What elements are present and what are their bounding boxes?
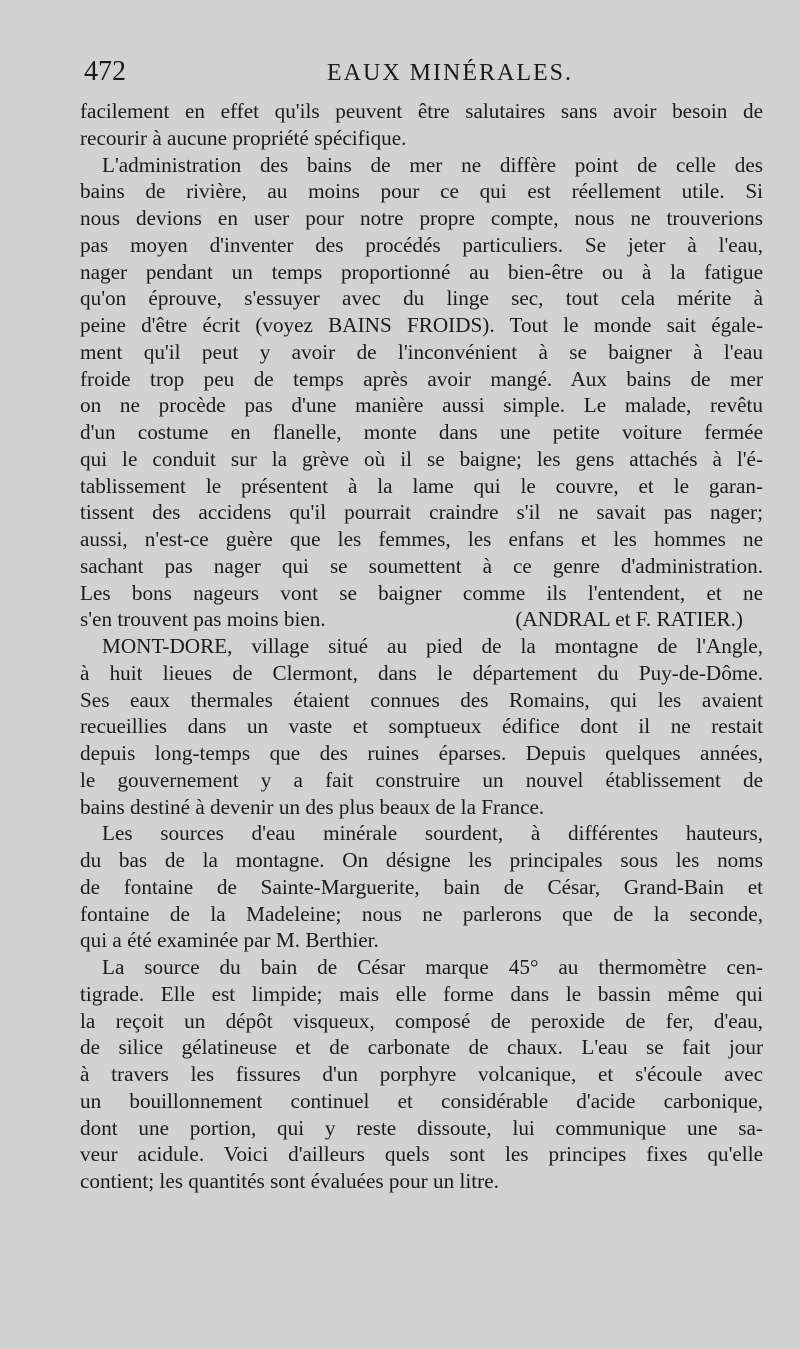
text-line-content: Ses eaux thermales étaient connues des Romains, qui les avaient xyxy=(80,687,763,712)
text-line xyxy=(80,660,763,687)
text-line xyxy=(80,820,763,847)
text-line xyxy=(80,366,763,393)
text-line-content: qui le conduit sur la grève où il se baigne; les gens attachés à l'é- xyxy=(80,446,763,471)
page-header xyxy=(80,56,770,96)
text-line xyxy=(80,767,763,794)
text-line xyxy=(80,232,763,259)
text-line xyxy=(80,1115,763,1142)
text-line-content: on ne procède pas d'une manière aussi simple. Le malade, revêtu xyxy=(80,393,763,418)
text-line xyxy=(80,1088,763,1115)
text-line-content: nager pendant un temps proportionné au bien-être ou à la fatigue xyxy=(80,259,763,284)
text-line xyxy=(80,927,763,954)
text-line-content: bains de rivière, au moins pour ce qui est réellement utile. Si xyxy=(80,179,763,204)
text-line xyxy=(80,205,763,232)
text-line-content: fontaine de la Madeleine; nous ne parlerons que de la seconde, xyxy=(80,901,763,926)
text-line-content: depuis long-temps que des ruines éparses. Depuis quelques années, xyxy=(80,741,763,765)
text-line-content: L'administration des bains de mer ne diffère point de celle des xyxy=(102,152,763,177)
text-line xyxy=(80,687,763,714)
text-line-content: nous devions en user pour notre propre compte, nous ne trouverions xyxy=(80,206,763,230)
text-line xyxy=(80,794,763,821)
text-line-content: qu'on éprouve, s'essuyer avec du linge sec, tout cela mérite à xyxy=(80,286,763,311)
author-signature: (ANDRAL et F. RATIER.) xyxy=(515,607,743,632)
text-line-content: s'en trouvent pas moins bien. xyxy=(80,607,326,632)
text-line xyxy=(80,392,763,419)
text-line xyxy=(80,740,763,767)
text-line xyxy=(80,606,763,633)
body-text xyxy=(80,98,763,1195)
text-line-content: à travers les fissures d'un porphyre volcanique, et s'écoule avec xyxy=(80,1062,763,1086)
text-line-content: d'un costume en flanelle, monte dans une petite voiture fermée xyxy=(80,420,763,444)
text-line-content: sachant pas nager qui se soumettent à ce genre d'administration. xyxy=(80,553,763,578)
text-line-content: pas moyen d'inventer des procédés particuliers. Se jeter à l'eau, xyxy=(80,232,763,257)
text-line-content: La source du bain de César marque 45° au thermomètre cen- xyxy=(102,955,763,979)
text-line-content: le gouvernement y a fait construire un nouvel établissement de xyxy=(80,767,763,792)
running-head: EAUX MINÉRALES. xyxy=(327,60,573,86)
text-line xyxy=(80,1168,763,1195)
text-line-content: de fontaine de Sainte-Marguerite, bain de César, Grand-Bain et xyxy=(80,874,763,899)
text-line xyxy=(80,125,763,152)
text-line xyxy=(80,981,763,1008)
text-line xyxy=(80,901,763,928)
text-line xyxy=(80,178,763,205)
text-line-content: recourir à aucune propriété spécifique. xyxy=(80,125,407,150)
text-line xyxy=(80,312,763,339)
text-line-content: veur acidule. Voici d'ailleurs quels sont les principes fixes qu'elle xyxy=(80,1142,763,1167)
text-line-content: recueillies dans un vaste et somptueux édifice dont il ne restait xyxy=(80,714,763,739)
text-line-content: qui a été examinée par M. Berthier. xyxy=(80,928,379,953)
page-number: 472 xyxy=(84,56,126,87)
text-line-content: ment qu'il peut y avoir de l'inconvénient à se baigner à l'eau xyxy=(80,339,763,364)
text-line-content: Les bons nageurs vont se baigner comme ils l'entendent, et ne xyxy=(80,580,763,605)
text-line xyxy=(80,446,763,473)
text-line-content: peine d'être écrit (voyez BAINS FROIDS). Tout le monde sait égale- xyxy=(80,313,763,337)
text-line-content: MONT-DORE, village situé au pied de la montagne de l'Angle, xyxy=(102,634,763,658)
text-line xyxy=(80,1034,763,1061)
text-line-content: du bas de la montagne. On désigne les principales sous les noms xyxy=(80,848,763,872)
text-line xyxy=(80,499,763,526)
text-line xyxy=(80,259,763,286)
text-line-content: tissent des accidens qu'il pourrait craindre s'il ne savait pas nager; xyxy=(80,500,763,525)
text-line-content: facilement en effet qu'ils peuvent être salutaires sans avoir besoin de xyxy=(80,99,763,123)
text-line xyxy=(80,285,763,312)
text-line xyxy=(80,954,763,981)
text-line xyxy=(80,419,763,446)
text-line-content: Les sources d'eau minérale sourdent, à différentes hauteurs, xyxy=(102,821,763,846)
text-line-content: de silice gélatineuse et de carbonate de chaux. L'eau se fait jour xyxy=(80,1035,763,1060)
text-line xyxy=(80,152,763,179)
text-line xyxy=(80,847,763,874)
text-line xyxy=(80,874,763,901)
text-line-content: un bouillonnement continuel et considérable d'acide carbonique, xyxy=(80,1088,763,1113)
text-line-content: à huit lieues de Clermont, dans le département du Puy-de-Dôme. xyxy=(80,660,763,685)
text-line xyxy=(80,713,763,740)
text-line xyxy=(80,580,763,607)
text-line-content: tigrade. Elle est limpide; mais elle forme dans le bassin même qui xyxy=(80,981,763,1006)
text-line xyxy=(80,526,763,553)
text-line xyxy=(80,633,763,660)
text-line xyxy=(80,553,763,580)
text-line-content: la reçoit un dépôt visqueux, composé de peroxide de fer, d'eau, xyxy=(80,1008,763,1033)
text-line xyxy=(80,1061,763,1088)
text-line xyxy=(80,1008,763,1035)
text-line-content: aussi, n'est-ce guère que les femmes, les enfans et les hommes ne xyxy=(80,527,763,551)
text-line xyxy=(80,98,763,125)
text-line-content: tablissement le présentent à la lame qui le couvre, et le garan- xyxy=(80,473,763,498)
text-line-content: contient; les quantités sont évaluées pour un litre. xyxy=(80,1169,499,1193)
text-line-content: froide trop peu de temps après avoir mangé. Aux bains de mer xyxy=(80,366,763,391)
text-line-content: dont une portion, qui y reste dissoute, lui communique une sa- xyxy=(80,1115,763,1140)
text-line xyxy=(80,339,763,366)
text-line-content: bains destiné à devenir un des plus beaux de la France. xyxy=(80,794,545,819)
text-line xyxy=(80,473,763,500)
text-line xyxy=(80,1141,763,1168)
